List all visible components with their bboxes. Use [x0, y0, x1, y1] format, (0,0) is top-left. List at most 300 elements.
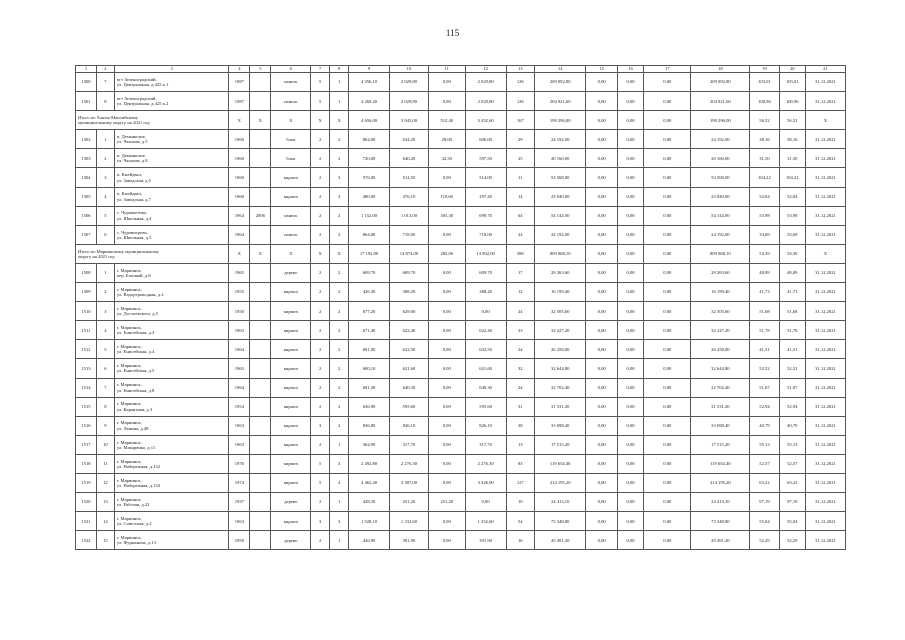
table-cell: 3 — [330, 512, 349, 531]
table-cell: 364,90 — [349, 435, 390, 454]
table-cell: 209 092,80 — [534, 73, 585, 92]
table-row — [76, 321, 846, 340]
table-cell: 8 — [97, 397, 115, 416]
table-cell: 1513 — [76, 359, 97, 378]
table-cell: 2006 — [250, 206, 271, 225]
table-cell: 16 199,40 — [534, 283, 585, 302]
table-row — [76, 531, 846, 550]
table-cell: 609,70 — [465, 263, 506, 282]
table-cell: 2 276,30 — [390, 454, 429, 473]
table-cell: X — [311, 244, 330, 263]
column-number: 19 — [750, 66, 779, 73]
table-cell: 1959 — [229, 531, 250, 550]
table-row — [76, 416, 846, 435]
table-cell: 0,00 — [617, 454, 643, 473]
table-cell: 15 — [97, 531, 115, 550]
table-cell: 0,00 — [617, 92, 643, 111]
address-cell: г. Мариинск, пер. Базовый, д.8 — [114, 263, 229, 282]
table-cell: 864,00 — [349, 130, 390, 149]
table-cell: 2 — [311, 263, 330, 282]
table-cell: 3 387,00 — [390, 473, 429, 492]
table-cell: кирпич — [271, 512, 311, 531]
table-cell: дерево — [271, 531, 311, 550]
table-cell: 2 029,80 — [390, 73, 429, 92]
table-cell: 41,51 — [779, 340, 805, 359]
table-cell: 54,39 — [750, 244, 779, 263]
table-cell: 24 192,00 — [691, 130, 750, 149]
column-number: 11 — [428, 66, 465, 73]
table-cell: 251,20 — [390, 493, 429, 512]
table-cell: 1501 — [76, 92, 97, 111]
table-cell: 97,19 — [779, 493, 805, 512]
table-cell: 0,00 — [644, 321, 691, 340]
table-cell: 51,68 — [779, 302, 805, 321]
table-cell: 0,00 — [617, 321, 643, 340]
table-cell: X — [229, 244, 250, 263]
table-cell: 31.12.2021 — [805, 397, 845, 416]
table-cell: 199 296,00 — [691, 111, 750, 130]
address-cell: г. Мариинск, ул. Достоевского, д.5 — [114, 302, 229, 321]
table-cell: кирпич — [271, 302, 311, 321]
table-cell: 621,60 — [465, 359, 506, 378]
table-cell: 2 — [330, 321, 349, 340]
table-cell: 0,00 — [617, 359, 643, 378]
table-cell: 826,10 — [465, 416, 506, 435]
address-cell: с. Чуроваетово, ул. Школьная, д.4 — [114, 206, 229, 225]
table-cell: 1960 — [229, 130, 250, 149]
table-cell: 4 356,10 — [349, 73, 390, 92]
table-cell: 0,00 — [428, 378, 465, 397]
table-cell — [250, 493, 271, 512]
table-cell: 38 — [506, 416, 534, 435]
column-number: 14 — [534, 66, 585, 73]
table-cell: 3 — [330, 168, 349, 187]
table-cell: 104,22 — [779, 168, 805, 187]
table-cell: 0,00 — [586, 283, 618, 302]
table-cell: 4 — [330, 473, 349, 492]
table-cell: 595,60 — [390, 397, 429, 416]
table-cell: 0,00 — [428, 473, 465, 492]
table-cell: 17 515,20 — [691, 435, 750, 454]
column-number: 13 — [506, 66, 534, 73]
table-cell: 0,00 — [586, 302, 618, 321]
table-cell: 31.12.2021 — [805, 130, 845, 149]
table-cell: 0,00 — [586, 493, 618, 512]
table-cell: 1502 — [76, 130, 97, 149]
table-cell: 0,00 — [428, 168, 465, 187]
table-cell: 0,00 — [428, 512, 465, 531]
table-row — [76, 92, 846, 111]
table-cell: 51,68 — [750, 302, 779, 321]
table-cell: 20 491,20 — [534, 531, 585, 550]
table-cell: 31.12.2021 — [805, 283, 845, 302]
table-cell: 0,00 — [428, 225, 465, 244]
table-cell: 32 — [506, 359, 534, 378]
column-number: 4 — [229, 66, 250, 73]
table-cell: 0,00 — [617, 416, 643, 435]
table-cell: 3 432,60 — [465, 111, 506, 130]
table-cell: 606,00 — [465, 130, 506, 149]
table-cell: 2 — [311, 206, 330, 225]
table-cell: 31 531,20 — [534, 397, 585, 416]
table-cell: 809 068,10 — [691, 244, 750, 263]
address-cell: г. Мариинск, ул. Карантная, д.3 — [114, 397, 229, 416]
table-cell: 24 413,10 — [534, 493, 585, 512]
table-cell: 809 068,10 — [534, 244, 585, 263]
table-cell — [250, 168, 271, 187]
table-cell: 0,00 — [644, 283, 691, 302]
table-cell: 0,00 — [586, 397, 618, 416]
table-cell: 17 515,20 — [534, 435, 585, 454]
table-cell: 0,00 — [617, 168, 643, 187]
table-cell: 48,09 — [779, 263, 805, 282]
table-cell: 2 — [311, 435, 330, 454]
table-cell: 2 — [311, 493, 330, 512]
table-cell: X — [311, 111, 330, 130]
address-cell: г. Мариинск, ул. Вадортроводная, д.2 — [114, 283, 229, 302]
table-cell: 3 326,90 — [465, 473, 506, 492]
table-cell: 2 — [311, 168, 330, 187]
table-cell: 14 — [97, 512, 115, 531]
column-number: 18 — [691, 66, 750, 73]
page-number: 115 — [445, 28, 460, 38]
table-cell: 1506 — [76, 206, 97, 225]
table-cell: 391,90 — [465, 531, 506, 550]
table-cell: 1 — [97, 263, 115, 282]
table-cell — [250, 473, 271, 492]
table-cell: 204 921,60 — [534, 92, 585, 111]
table-cell: 24 192,00 — [534, 130, 585, 149]
table-cell: 0,00 — [586, 473, 618, 492]
table-cell: 14 874,00 — [390, 244, 429, 263]
table-cell: 24 192,00 — [691, 225, 750, 244]
table-cell: кирпич — [271, 187, 311, 206]
table-cell: 2 029,80 — [390, 92, 429, 111]
table-cell: X — [805, 244, 845, 263]
table-cell: 0,00 — [644, 168, 691, 187]
table-cell: кирпич — [271, 416, 311, 435]
table-cell: 0,00 — [617, 111, 643, 130]
table-cell: 1503 — [76, 149, 97, 168]
table-cell: 6 — [97, 225, 115, 244]
table-cell — [250, 283, 271, 302]
table-cell: 167 — [506, 111, 534, 130]
table-cell: 2 — [330, 359, 349, 378]
table-cell: 16 199,40 — [691, 283, 750, 302]
table-cell: 0,00 — [586, 149, 618, 168]
table-cell: 25 — [506, 149, 534, 168]
table-cell: 0,00 — [428, 397, 465, 416]
table-row — [76, 149, 846, 168]
table-cell: 13 — [97, 493, 115, 512]
table-row — [76, 340, 846, 359]
table-cell: 0,00 — [617, 340, 643, 359]
table-cell: 31.12.2021 — [805, 92, 845, 111]
table-cell: 52,29 — [750, 531, 779, 550]
table-cell: панель — [271, 225, 311, 244]
table-cell: кирпич — [271, 168, 311, 187]
table-cell: 2 — [330, 149, 349, 168]
table-cell: 0,00 — [617, 378, 643, 397]
table-row — [76, 378, 846, 397]
table-cell: 699,70 — [465, 206, 506, 225]
table-cell: 0,00 — [644, 512, 691, 531]
table-cell: 56,52 — [779, 111, 805, 130]
table-cell: 127 — [506, 473, 534, 492]
table-cell: 1963 — [229, 435, 250, 454]
table-cell: 38,16 — [750, 130, 779, 149]
table-cell: 1 — [330, 493, 349, 512]
address-cell: с. Чуровитрово, ул. Школьная, д.5 — [114, 225, 229, 244]
table-cell: 41,73 — [779, 283, 805, 302]
table-cell: 31.12.2021 — [805, 454, 845, 473]
table-cell: 718,00 — [465, 225, 506, 244]
table-cell: 1 — [330, 435, 349, 454]
table-cell: 0,00 — [586, 378, 618, 397]
table-cell: 1963 — [229, 512, 250, 531]
table-cell: 0,00 — [644, 359, 691, 378]
table-cell: 0,00 — [428, 340, 465, 359]
table-cell: 33 — [506, 321, 534, 340]
table-cell: 0,00 — [586, 187, 618, 206]
table-cell: 671,40 — [349, 321, 390, 340]
table-cell: 17 — [506, 263, 534, 282]
table-cell: 53,98 — [750, 206, 779, 225]
table-cell — [250, 225, 271, 244]
table-cell: 0,00 — [428, 302, 465, 321]
table-cell — [250, 416, 271, 435]
table-cell: 0,00 — [644, 149, 691, 168]
table-cell: 426,90 — [349, 531, 390, 550]
table-cell: 42,50 — [428, 149, 465, 168]
table-cell: 595,60 — [465, 397, 506, 416]
table-cell: 48,09 — [750, 263, 779, 282]
table-cell: 3 — [311, 416, 330, 435]
table-cell: 0,00 — [586, 111, 618, 130]
table-cell: X — [271, 244, 311, 263]
table-cell: 1963 — [229, 359, 250, 378]
table-cell: 1510 — [76, 302, 97, 321]
table-row — [76, 206, 846, 225]
table-cell: 2 — [311, 149, 330, 168]
table-cell: 1963 — [229, 416, 250, 435]
address-cell: г. Мариинск, ул. Енисейская, д.5 — [114, 359, 229, 378]
table-cell — [250, 263, 271, 282]
table-cell: 3 — [311, 512, 330, 531]
table-cell: 38,16 — [779, 130, 805, 149]
table-cell: кирпич — [271, 397, 311, 416]
table-cell: 55,13 — [779, 435, 805, 454]
table-cell: 214 195,20 — [691, 473, 750, 492]
table-cell: 0,00 — [617, 512, 643, 531]
table-cell: 31.12.2021 — [805, 531, 845, 550]
address-cell: п. Кмейдвал, ул. Заводская, д.7 — [114, 187, 229, 206]
table-cell: 73 348,80 — [534, 512, 585, 531]
table-row — [76, 187, 846, 206]
table-cell: 2 — [330, 263, 349, 282]
table-row — [76, 168, 846, 187]
table-cell: 303,30 — [428, 206, 465, 225]
table-cell: 2 — [311, 283, 330, 302]
address-cell: г. Мариинск, ул. Енисейская, д.4 — [114, 340, 229, 359]
table-cell: 7 — [97, 73, 115, 92]
table-cell: 4 — [97, 187, 115, 206]
table-cell: 864,00 — [349, 225, 390, 244]
table-cell: 0,00 — [644, 473, 691, 492]
table-cell: 31.12.2021 — [805, 493, 845, 512]
table-cell: 2 276,30 — [465, 454, 506, 473]
table-cell: 0,00 — [644, 531, 691, 550]
table-cell: 1511 — [76, 321, 97, 340]
column-number: 12 — [465, 66, 506, 73]
table-cell: 1505 — [76, 187, 97, 206]
table-cell: 0,00 — [586, 263, 618, 282]
table-cell — [250, 187, 271, 206]
table-cell: 1950 — [229, 302, 250, 321]
table-cell: 20 160,00 — [691, 149, 750, 168]
column-number: 6 — [271, 66, 311, 73]
table-cell: 0,00 — [586, 168, 618, 187]
table-cell: 28,00 — [428, 130, 465, 149]
table-cell: 2 — [311, 302, 330, 321]
table-cell: 388,20 — [465, 283, 506, 302]
address-cell: г. Мариинск, ул. Макаренко, д.11 — [114, 435, 229, 454]
table-cell: 24 — [506, 302, 534, 321]
table-cell: 5 — [97, 206, 115, 225]
table-cell: 691,00 — [349, 340, 390, 359]
table-cell — [250, 435, 271, 454]
table-cell: 31.12.2021 — [805, 149, 845, 168]
table-cell: 1 332,60 — [465, 512, 506, 531]
address-cell: г. Мариинск, ул. Рабочая, д.22 — [114, 493, 229, 512]
table-cell: дерево — [271, 263, 311, 282]
table-cell: 2 — [330, 378, 349, 397]
table-cell: 636,90 — [349, 397, 390, 416]
table-cell: 0,00 — [617, 130, 643, 149]
table-cell: 4 — [97, 321, 115, 340]
table-cell: 23 040,00 — [534, 187, 585, 206]
address-cell: г. Мариинск, ул. Фурманова, д.13 — [114, 531, 229, 550]
address-cell: г. Мариинск, ул. Енисейская, д.3 — [114, 321, 229, 340]
table-cell: 32 702,40 — [534, 378, 585, 397]
table-cell — [250, 397, 271, 416]
subtotal-label: Итого по Мариинскому муниципальному округу на 2021 год — [76, 244, 229, 263]
table-cell: 1955 — [229, 283, 250, 302]
table-cell: 33,69 — [779, 225, 805, 244]
table-cell: 1 013,00 — [390, 206, 429, 225]
table-cell: 1518 — [76, 454, 97, 473]
subtotal-label: Итого по Ханты-Мансийскому муниципальному округу на 2021 год — [76, 111, 229, 130]
table-cell: 104,22 — [750, 168, 779, 187]
table-cell: 1508 — [76, 263, 97, 282]
table-cell: 3 — [330, 187, 349, 206]
table-cell: X — [250, 111, 271, 130]
table-cell: 2 — [330, 225, 349, 244]
table-cell — [250, 321, 271, 340]
table-cell: 31.12.2021 — [805, 512, 845, 531]
table-cell: 0,00 — [586, 321, 618, 340]
table-cell: 0,00 — [617, 302, 643, 321]
table-cell: 52,57 — [750, 454, 779, 473]
table-cell: 5 — [311, 92, 330, 111]
table-cell: 0,00 — [644, 130, 691, 149]
table-cell: 26 258,00 — [534, 340, 585, 359]
table-cell: 1521 — [76, 512, 97, 531]
table-cell: 0,00 — [644, 435, 691, 454]
table-cell: 0,00 — [428, 321, 465, 340]
table-cell: 1964 — [229, 340, 250, 359]
table-cell — [250, 302, 271, 321]
table-cell: 1509 — [76, 283, 97, 302]
table-cell: 1964 — [229, 378, 250, 397]
housing-register-table — [75, 65, 846, 550]
table-cell: 0,00 — [428, 92, 465, 111]
table-row — [76, 73, 846, 92]
table-cell: 0,00 — [586, 359, 618, 378]
table-cell: 31.12.2021 — [805, 206, 845, 225]
table-cell: 5 — [97, 340, 115, 359]
address-cell: пгт Зеленоградский, ул. Центральная, д.425 к.2 — [114, 92, 229, 111]
table-cell: 2 — [311, 321, 330, 340]
table-cell: 1960 — [229, 168, 250, 187]
table-cell: кирпич — [271, 283, 311, 302]
table-cell — [250, 149, 271, 168]
table-cell: 681,30 — [349, 378, 390, 397]
table-cell: 0,00 — [617, 263, 643, 282]
table-cell: 0,00 — [617, 206, 643, 225]
table-cell: 33 698,40 — [691, 416, 750, 435]
table-cell: 2 — [330, 283, 349, 302]
table-cell: 4 269,20 — [349, 92, 390, 111]
table-cell: 3 — [97, 168, 115, 187]
table-cell: 13 — [506, 435, 534, 454]
table-cell: 32 227,20 — [534, 321, 585, 340]
table-cell: 73 348,80 — [691, 512, 750, 531]
table-row — [76, 397, 846, 416]
column-number: 1 — [76, 66, 97, 73]
table-cell: 12 — [97, 473, 115, 492]
table-row — [76, 493, 846, 512]
table-cell: 51,07 — [779, 378, 805, 397]
table-cell: 588 — [506, 244, 534, 263]
table-cell: 31.12.2021 — [805, 321, 845, 340]
table-cell: 1987 — [229, 92, 250, 111]
column-number: 9 — [349, 66, 390, 73]
table-cell — [250, 130, 271, 149]
table-cell: 118,60 — [428, 187, 465, 206]
table-cell: 0,00 — [617, 187, 643, 206]
table-cell: 297,40 — [465, 187, 506, 206]
table-cell: 1 528,10 — [349, 512, 390, 531]
table-cell: 54,39 — [779, 244, 805, 263]
table-cell: 56,52 — [750, 111, 779, 130]
table-cell: 199 296,00 — [534, 111, 585, 130]
table-cell: 32 702,40 — [691, 378, 750, 397]
table-cell: 0,00 — [465, 493, 506, 512]
table-cell: 31.12.2021 — [805, 359, 845, 378]
subtotal-row — [76, 111, 846, 130]
table-cell: 55,13 — [750, 435, 779, 454]
table-cell: 0,00 — [428, 263, 465, 282]
table-row — [76, 225, 846, 244]
table-cell: 52,84 — [750, 187, 779, 206]
table-cell: 31.12.2021 — [805, 168, 845, 187]
table-cell: 29 263,60 — [691, 263, 750, 282]
table-cell: 0,00 — [644, 454, 691, 473]
table-cell: 622,40 — [390, 321, 429, 340]
table-cell: 0,00 — [644, 263, 691, 282]
table-cell: 1520 — [76, 493, 97, 512]
